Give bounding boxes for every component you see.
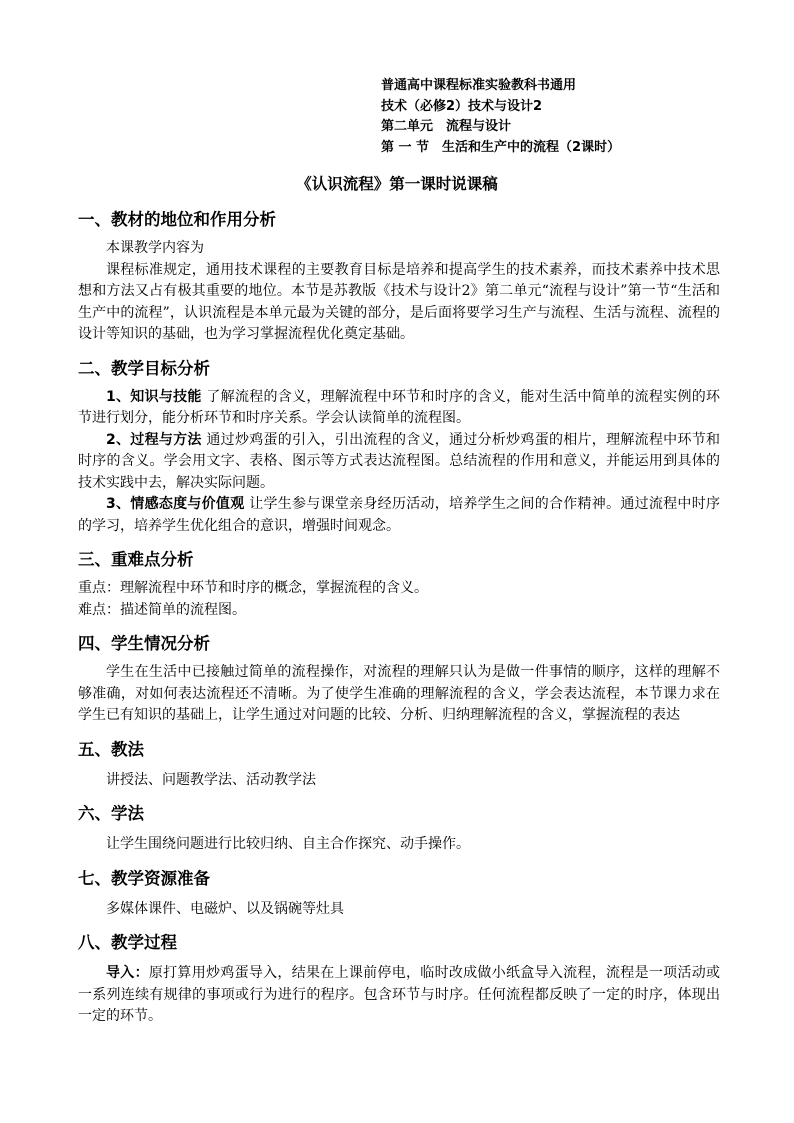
paragraph-goal-process: [78, 430, 720, 495]
goal-attitude-text: 让学生参与课堂亲身经历活动，培养学生之间的合作精神。通过流程中时序的学习，培养学生优化组合的意识，增强时间观念。: [78, 496, 720, 534]
introduction-text: 原打算用炒鸡蛋导入，结果在上课前停电，临时改成做小纸盒导入流程，流程是一项活动或一系列连续有规律的事项或行为进行的程序。包含环节与时序。任何流程都反映了一定的时序，体现出一定的环节。: [78, 965, 720, 1024]
paragraph-goal-knowledge: [78, 387, 720, 430]
goal-knowledge-label: 1、知识与技能: [106, 388, 202, 405]
course-header: [381, 76, 620, 158]
paragraph-difficult-point: 难点：描述简单的流程图。: [78, 601, 246, 618]
section-heading-teaching-methods: 五、教法: [78, 739, 144, 759]
header-line-unit: 第二单元 流程与设计: [381, 119, 512, 134]
goal-process-text: 通过炒鸡蛋的引入，引出流程的含义，通过分析炒鸡蛋的相片，理解流程中环节和时序的含义。学会用文字、表格、图示等方式表达流程图。总结流程的作用和意义，并能运用到具体的技术实践中去，解决实际问题。: [78, 431, 720, 491]
paragraph-learning-methods: 让学生围绕问题进行比较归纳、自主合作探究、动手操作。: [106, 836, 470, 852]
section-heading-key-points: 三、重难点分析: [78, 550, 194, 569]
paragraph-introduction: [78, 963, 720, 1028]
section-heading-learning-methods: 六、学法: [78, 804, 144, 823]
section-heading-material: 一、教材的地位和作用分析: [78, 210, 276, 229]
introduction-label: 导入：: [106, 965, 149, 981]
paragraph-resources: 多媒体课件、电磁炉、以及锅碗等灶具: [106, 900, 344, 917]
document-title: 《认识流程》第一课时说课稿: [296, 175, 498, 193]
header-line-textbook: 普通高中课程标准实验教科书通用: [381, 78, 577, 93]
section-heading-process: 八、教学过程: [78, 933, 177, 952]
document-body: [78, 206, 720, 1028]
goal-attitude-label: 3、情感态度与价值观: [106, 496, 245, 512]
goal-knowledge-text: 了解流程的含义，理解流程中环节和时序的含义，能对生活中简单的流程实例的环节进行划分，能分析环节和时序关系。学会认读简单的流程图。: [78, 388, 720, 426]
paragraph-content-intro: 本课教学内容为: [106, 240, 204, 256]
paragraph-curriculum-standard: 课程标准规定，通用技术课程的主要教育目标是培养和提高学生的技术素养，而技术素养中技术思想和方法又占有极其重要的地位。本节是苏教版《技术与设计2》第二单元“流程与设计”第一节“生活和生产中的流程”，认识流程是本单元最为关键的部分，是后面将要学习生产与流程、生活与流程、流程的设计等知识的基础，也为学习掌握流程优化奠定基础。: [78, 261, 720, 342]
header-line-section: 第 一 节 生活和生产中的流程（2课时）: [381, 139, 621, 155]
paragraph-teaching-methods: 讲授法、问题教学法、活动教学法: [106, 771, 316, 788]
section-heading-objectives: 二、教学目标分析: [78, 358, 210, 378]
goal-process-label: 2、过程与方法: [106, 431, 202, 448]
paragraph-key-point: 重点：理解流程中环节和时序的概念，掌握流程的含义。: [78, 580, 428, 596]
section-heading-resources: 七、教学资源准备: [78, 868, 210, 888]
header-line-course: 技术（必修2）技术与设计2: [381, 98, 543, 114]
paragraph-goal-attitude: [78, 494, 720, 537]
section-heading-students: 四、学生情况分析: [78, 634, 210, 653]
paragraph-student-analysis: 学生在生活中已接触过简单的流程操作，对流程的理解只认为是做一件事情的顺序，这样的理解不够准确，对如何表达流程还不清晰。为了使学生准确的理解流程的含义，学会表达流程，本节课力求在学生已有知识的基础上，让学生通过对问题的比较、分析、归纳理解流程的含义，掌握流程的表达: [78, 664, 720, 723]
